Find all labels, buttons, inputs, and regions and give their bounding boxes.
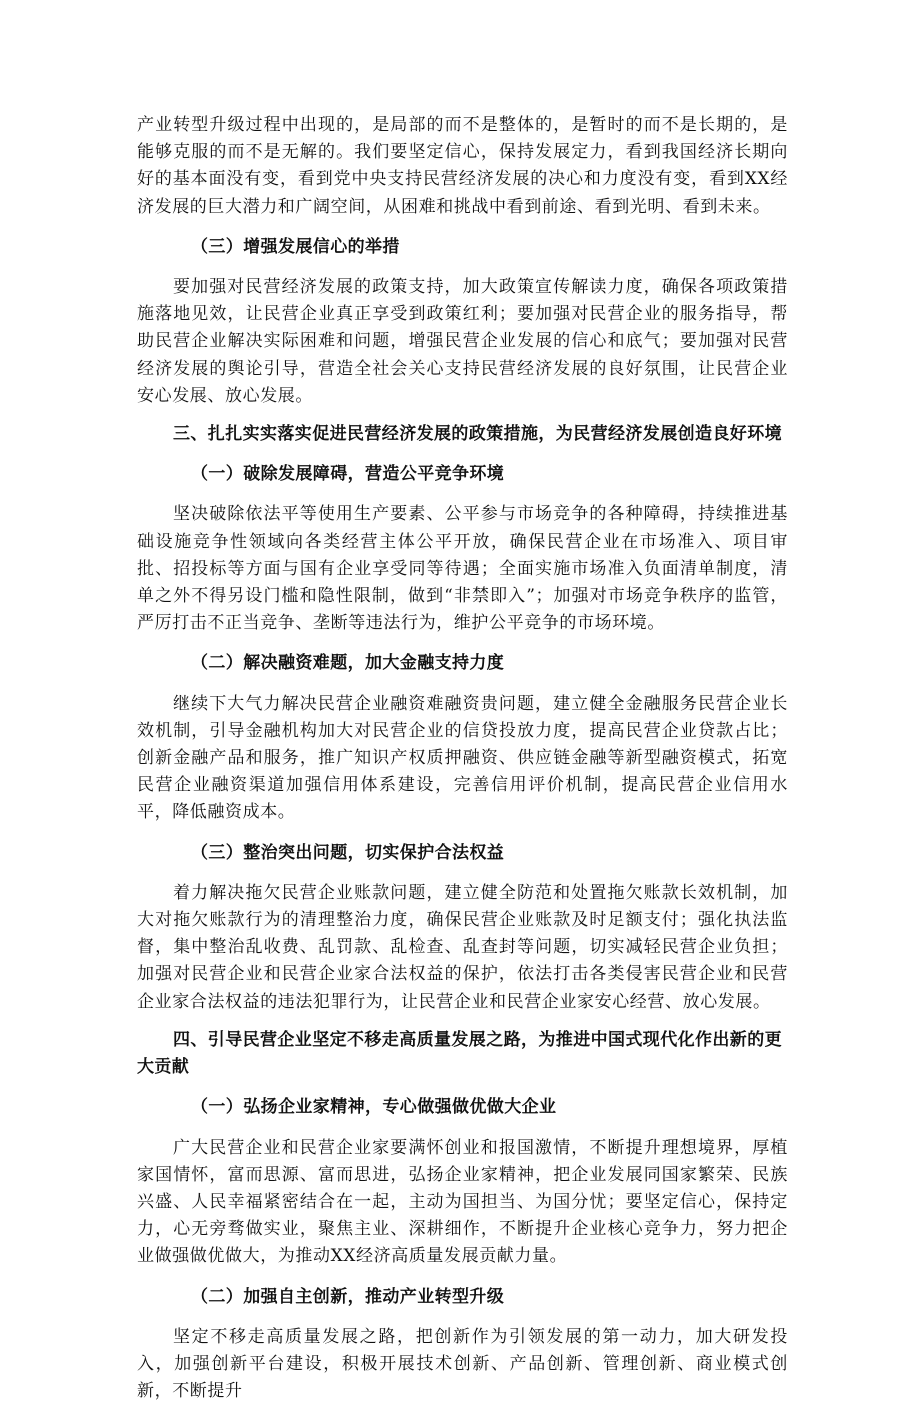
section-heading: 三、扎扎实实落实促进民营经济发展的政策措施，为民营经济发展创造良好环境 [173, 424, 782, 445]
body-paragraph: 坚定不移走高质量发展之路，把创新作为引领发展的第一动力，加大研发投入，加强创新平台建设，积极开展技术创新、产品创新、管理创新、商业模式创新，不断提升 [137, 1326, 788, 1402]
body-paragraph: 要加强对民营经济发展的政策支持，加大政策宣传解读力度，确保各项政策措施落地见效，让民营企业真正享受到政策红利；要加强对民营企业的服务指导，帮助民营企业解决实际困难和问题，增强民营企业发展的信心和底气；要加强对民营经济发展的舆论引导，营造全社会关心支持民营经济发展的良好氛围，让民营企业安心发展、放心发展。 [137, 277, 788, 406]
subsection-heading: （三）增强发展信心的举措 [191, 236, 400, 257]
subsection-heading: （二）加强自主创新，推动产业转型升级 [191, 1286, 505, 1307]
subsection-heading: （一）弘扬企业家精神，专心做强做优做大企业 [191, 1097, 557, 1118]
subsection-heading: （一）破除发展障碍，营造公平竞争环境 [191, 464, 505, 485]
section-heading: 四、引导民营企业坚定不移走高质量发展之路，为推进中国式现代化作出新的更大贡献 [137, 1029, 782, 1078]
body-paragraph: 继续下大气力解决民营企业融资难融资贵问题，建立健全金融服务民营企业长效机制，引导金融机构加大对民营企业的信贷投放力度，提高民营企业贷款占比；创新金融产品和服务，推广知识产权质押融资、供应链金融等新型融资模式，拓宽民营企业融资渠道加强信用体系建设，完善信用评价机制，提高民营企业信用水平，降低融资成本。 [137, 693, 788, 823]
body-paragraph: 着力解决拖欠民营企业账款问题，建立健全防范和处置拖欠账款长效机制，加大对拖欠账款行为的清理整治力度，确保民营企业账款及时足额支付；强化执法监督，集中整治乱收费、乱罚款、乱检查、乱查封等问题，切实减轻民营企业负担；加强对民营企业和民营企业家合法权益的保护，依法打击各类侵害民营企业和民营企业家合法权益的违法犯罪行为，让民营企业和民营企业家安心经营、放心发展。 [137, 882, 788, 1012]
body-paragraph: 产业转型升级过程中出现的，是局部的而不是整体的，是暂时的而不是长期的，是能够克服的而不是无解的。我们要坚定信心，保持发展定力，看到我国经济长期向好的基本面没有变，看到党中央支持民营经济发展的决心和力度没有变，看到XX经济发展的巨大潜力和广阔空间，从困难和挑战中看到前途、看到光明、看到未来。 [137, 115, 788, 217]
document-page [137, 112, 788, 1405]
body-paragraph: 坚决破除依法平等使用生产要素、公平参与市场竞争的各种障碍，持续推进基础设施竞争性领域向各类经营主体公平开放，确保民营企业在市场准入、项目审批、招投标等方面与国有企业享受同等待遇；全面实施市场准入负面清单制度，清单之外不得另设门槛和隐性限制，做到“非禁即入”；加强对市场竞争秩序的监管，严厉打击不正当竞争、垄断等违法行为，维护公平竞争的市场环境。 [137, 504, 788, 634]
subsection-heading: （二）解决融资难题，加大金融支持力度 [191, 653, 505, 674]
subsection-heading: （三）整治突出问题，切实保护合法权益 [191, 842, 505, 863]
body-paragraph: 广大民营企业和民营企业家要满怀创业和报国激情，不断提升理想境界，厚植家国情怀，富而思源、富而思进，弘扬企业家精神，把企业发展同国家繁荣、民族兴盛、人民幸福紧密结合在一起，主动为国担当、为国分忧；要坚定信心，保持定力，心无旁骛做实业，聚焦主业、深耕细作，不断提升企业核心竞争力，努力把企业做强做优做大，为推动XX经济高质量发展贡献力量。 [137, 1137, 788, 1267]
